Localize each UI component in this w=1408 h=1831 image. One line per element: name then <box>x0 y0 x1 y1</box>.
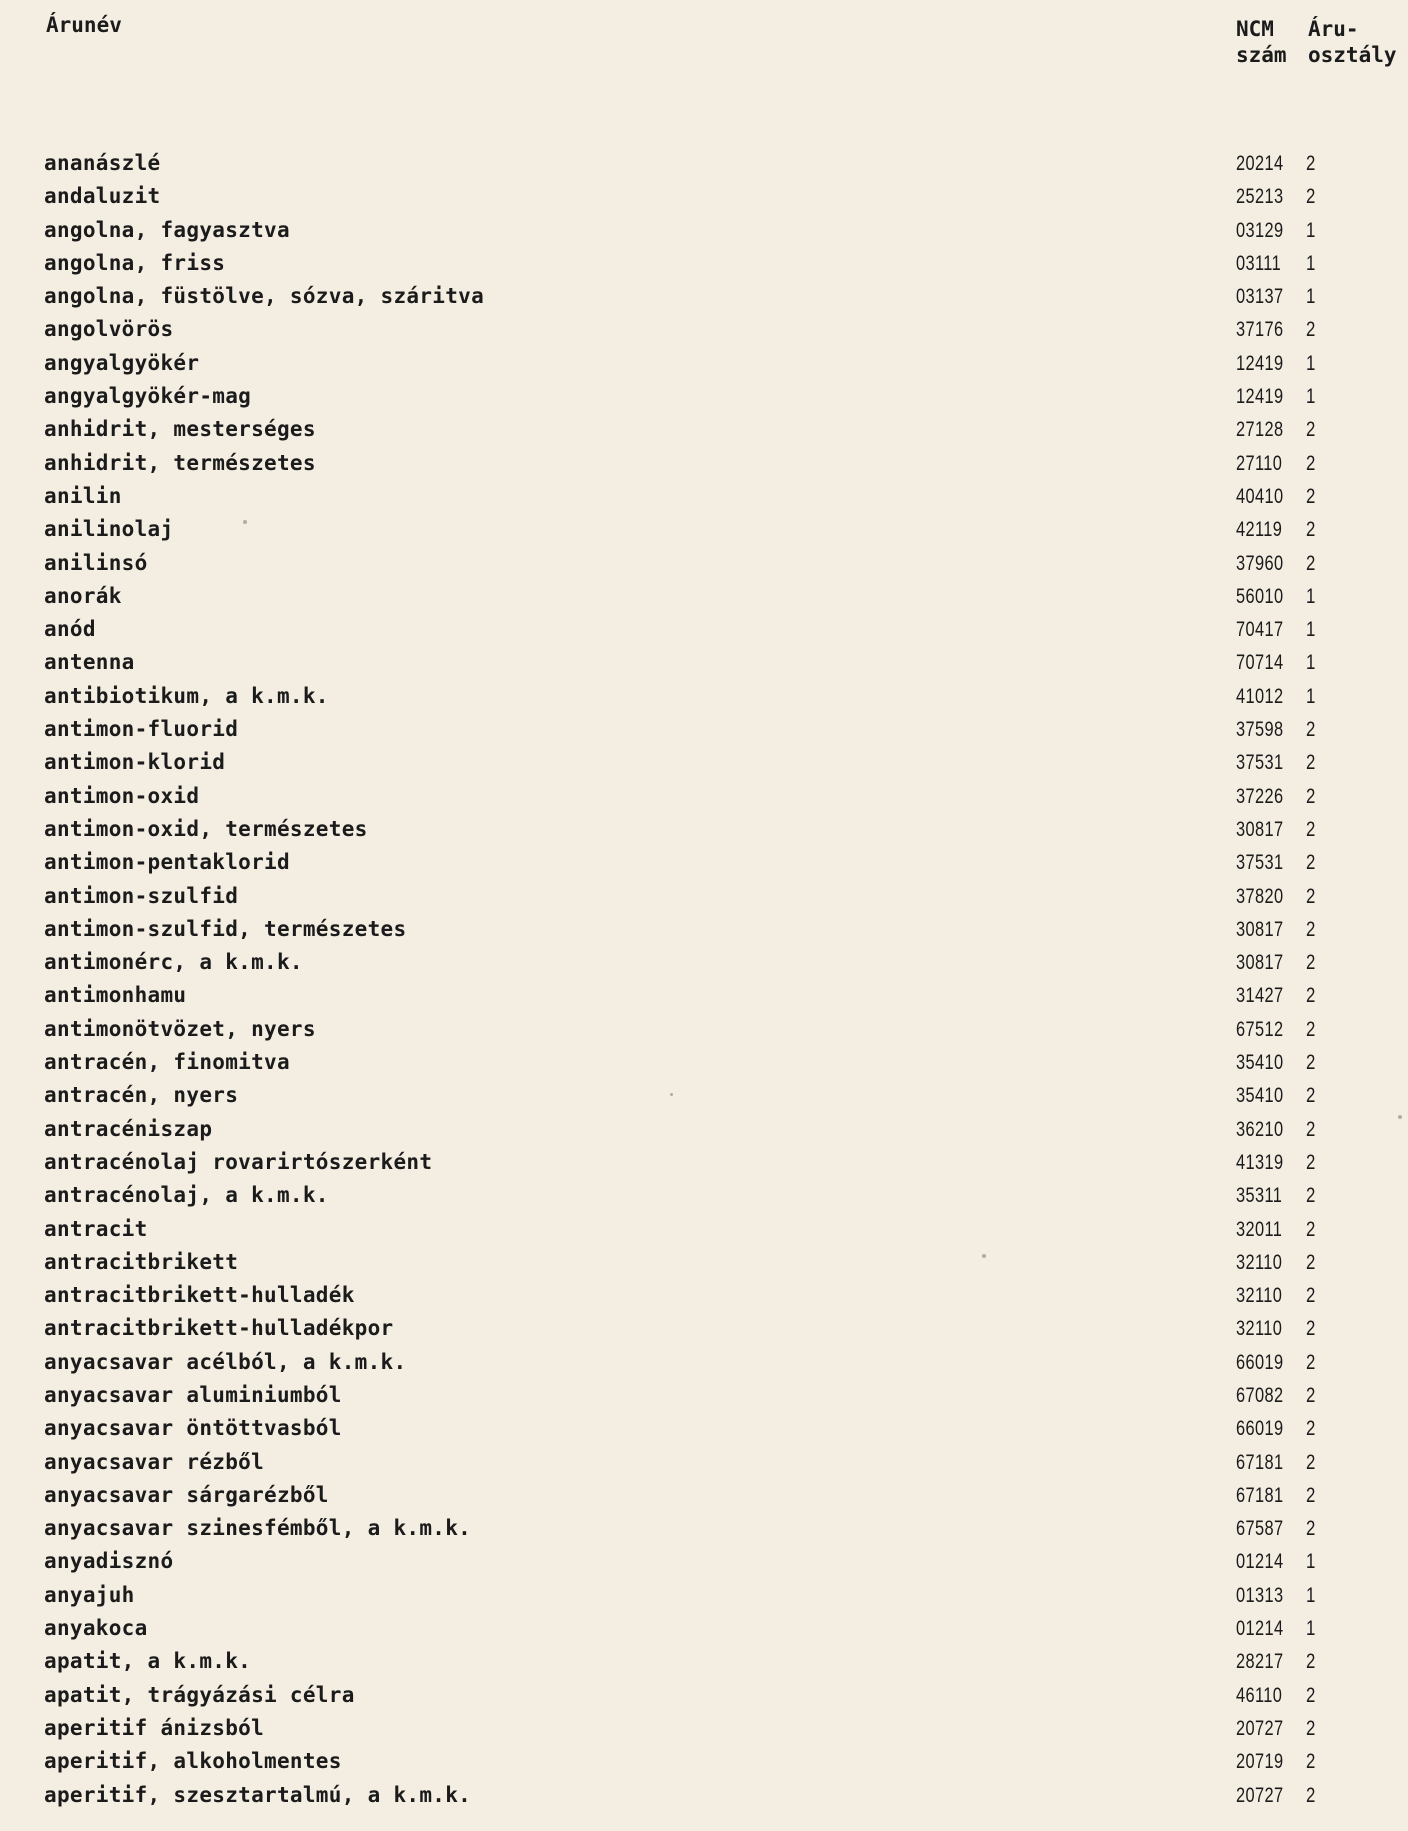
ncm-number: 30817 <box>1236 917 1284 941</box>
goods-class: 2 <box>1306 1117 1316 1141</box>
table-row <box>0 1346 1408 1379</box>
item-name: anorák <box>44 583 122 608</box>
item-name: antimonötvözet, nyers <box>44 1016 316 1041</box>
ncm-number: 37531 <box>1236 751 1284 775</box>
table-row <box>0 1612 1408 1645</box>
item-name: anyacsavar acélból, a k.m.k. <box>44 1349 407 1374</box>
goods-class: 2 <box>1306 917 1316 941</box>
ncm-number: 37226 <box>1236 784 1284 808</box>
goods-class: 2 <box>1306 1517 1316 1541</box>
goods-class: 2 <box>1306 784 1316 808</box>
table-row <box>0 1745 1408 1778</box>
goods-class: 2 <box>1306 152 1316 175</box>
table-row <box>0 1279 1408 1312</box>
ncm-number: 36210 <box>1236 1117 1284 1141</box>
column-header-class-line2: osztály <box>1308 43 1397 67</box>
goods-class: 2 <box>1306 1184 1316 1208</box>
goods-class: 2 <box>1306 1217 1316 1241</box>
item-name: antracitbrikett <box>44 1249 239 1274</box>
ncm-number: 01313 <box>1236 1583 1284 1607</box>
item-name: antimon-szulfid, természetes <box>44 916 407 941</box>
table-row <box>0 447 1408 480</box>
table-row <box>0 1213 1408 1246</box>
table-row <box>0 913 1408 946</box>
table-row <box>0 646 1408 679</box>
goods-class: 1 <box>1306 218 1316 242</box>
ncm-number: 70714 <box>1236 651 1284 675</box>
item-name: aperitif ánizsból <box>44 1715 265 1740</box>
item-name: anyadisznó <box>44 1549 174 1574</box>
ncm-number: 20214 <box>1236 152 1284 175</box>
ncm-number: 03137 <box>1236 285 1284 309</box>
table-row <box>0 1712 1408 1745</box>
goods-class: 1 <box>1306 1583 1316 1607</box>
goods-class: 2 <box>1306 1084 1316 1108</box>
table-row <box>0 1779 1408 1812</box>
table-row <box>0 1545 1408 1578</box>
ncm-number: 25213 <box>1236 185 1284 209</box>
item-name: antimon-fluorid <box>44 717 239 742</box>
ncm-number: 35410 <box>1236 1051 1284 1075</box>
item-name: antimonhamu <box>44 983 187 1008</box>
ncm-number: 67512 <box>1236 1017 1284 1041</box>
item-name: antimon-klorid <box>44 750 226 775</box>
table-row <box>0 1446 1408 1479</box>
goods-class: 1 <box>1306 351 1316 375</box>
ncm-number: 67181 <box>1236 1450 1284 1474</box>
item-name: anyacsavar sárgarézből <box>44 1482 329 1507</box>
table-row <box>0 1079 1408 1112</box>
ncm-number: 46110 <box>1236 1683 1283 1707</box>
ncm-number: 20727 <box>1236 1783 1284 1807</box>
goods-class: 2 <box>1306 1150 1316 1174</box>
ncm-number: 32110 <box>1236 1317 1283 1341</box>
goods-class: 1 <box>1306 684 1316 708</box>
goods-class: 2 <box>1306 1683 1316 1707</box>
table-row <box>0 1412 1408 1445</box>
table-row <box>0 347 1408 380</box>
ncm-number: 32110 <box>1236 1250 1283 1274</box>
item-name: angyalgyökér <box>44 350 200 375</box>
ncm-number: 03129 <box>1236 218 1284 242</box>
table-row <box>0 547 1408 580</box>
item-name: angolna, füstölve, sózva, száritva <box>44 284 485 309</box>
ncm-number: 41012 <box>1236 684 1284 708</box>
goods-class: 2 <box>1306 1750 1316 1774</box>
item-name: antimonérc, a k.m.k. <box>44 950 303 975</box>
goods-class: 1 <box>1306 285 1316 309</box>
paper-speck <box>243 520 247 524</box>
column-header-class <box>1308 16 1397 68</box>
ncm-number: 67587 <box>1236 1517 1284 1541</box>
table-row <box>0 1579 1408 1612</box>
ncm-number: 41319 <box>1236 1150 1284 1174</box>
ncm-number: 70417 <box>1236 618 1284 642</box>
item-name: anyakoca <box>44 1616 148 1641</box>
goods-class: 2 <box>1306 817 1316 841</box>
goods-class: 1 <box>1306 1550 1316 1574</box>
item-name: antracitbrikett-hulladék <box>44 1283 355 1308</box>
item-name: antracitbrikett-hulladékpor <box>44 1316 394 1341</box>
table-row <box>0 746 1408 779</box>
goods-class: 2 <box>1306 1716 1316 1740</box>
item-name: apatit, trágyázási célra <box>44 1682 355 1707</box>
ncm-number: 01214 <box>1236 1550 1284 1574</box>
goods-class: 2 <box>1306 1783 1316 1807</box>
ncm-number: 01214 <box>1236 1617 1284 1641</box>
goods-class: 2 <box>1306 1350 1316 1374</box>
item-name: angyalgyökér-mag <box>44 384 252 409</box>
ncm-number: 20727 <box>1236 1716 1284 1740</box>
goods-class: 2 <box>1306 1051 1316 1075</box>
table-row <box>0 880 1408 913</box>
item-name: anilin <box>44 483 122 508</box>
table-row <box>0 313 1408 346</box>
goods-class: 2 <box>1306 1450 1316 1474</box>
item-name: antracén, finomitva <box>44 1050 290 1075</box>
column-header-ncm-line2: szám <box>1236 43 1287 67</box>
table-row <box>0 214 1408 247</box>
table-row <box>0 247 1408 280</box>
table-row <box>0 513 1408 546</box>
goods-class: 2 <box>1306 1417 1316 1441</box>
table-row <box>0 1046 1408 1079</box>
ncm-number: 35410 <box>1236 1084 1284 1108</box>
table-row <box>0 1246 1408 1279</box>
goods-class: 2 <box>1306 884 1316 908</box>
goods-class: 1 <box>1306 385 1316 409</box>
paper-speck <box>982 1254 986 1258</box>
item-name: angolna, fagyasztva <box>44 217 290 242</box>
ncm-number: 30817 <box>1236 817 1284 841</box>
goods-class: 1 <box>1306 251 1316 275</box>
ncm-number: 30817 <box>1236 951 1284 975</box>
item-name: antimon-oxid <box>44 783 200 808</box>
table-row <box>0 1479 1408 1512</box>
table-row <box>0 713 1408 746</box>
table-row <box>0 979 1408 1012</box>
goods-class: 2 <box>1306 318 1316 342</box>
table-row <box>0 680 1408 713</box>
item-name: anhidrit, mesterséges <box>44 417 316 442</box>
table-row <box>0 813 1408 846</box>
goods-class: 2 <box>1306 951 1316 975</box>
goods-class: 1 <box>1306 618 1316 642</box>
goods-list <box>0 147 1408 1812</box>
ncm-number: 37960 <box>1236 551 1284 575</box>
goods-class: 2 <box>1306 451 1316 475</box>
ncm-number: 32011 <box>1236 1217 1283 1241</box>
table-row <box>0 147 1408 180</box>
table-row <box>0 1013 1408 1046</box>
item-name: anyacsavar rézből <box>44 1449 265 1474</box>
goods-class: 2 <box>1306 484 1316 508</box>
column-header-ncm <box>1236 16 1292 68</box>
ncm-number: 31427 <box>1236 984 1284 1008</box>
paper-speck <box>1398 1115 1402 1119</box>
item-name: antracénolaj rovarirtószerként <box>44 1149 433 1174</box>
goods-class: 2 <box>1306 1650 1316 1674</box>
table-row <box>0 613 1408 646</box>
item-name: antimon-szulfid <box>44 883 239 908</box>
goods-class: 1 <box>1306 1617 1316 1641</box>
item-name: anyacsavar öntöttvasból <box>44 1416 342 1441</box>
table-row <box>0 1679 1408 1712</box>
table-row <box>0 1146 1408 1179</box>
ncm-number: 28217 <box>1236 1650 1284 1674</box>
table-row <box>0 180 1408 213</box>
goods-class: 2 <box>1306 1284 1316 1308</box>
table-row <box>0 580 1408 613</box>
table-row <box>0 1312 1408 1345</box>
column-header-ncm-line1: NCM <box>1236 17 1274 41</box>
table-row <box>0 1379 1408 1412</box>
item-name: antimon-pentaklorid <box>44 850 290 875</box>
ncm-number: 56010 <box>1236 584 1284 608</box>
table-row <box>0 1113 1408 1146</box>
goods-class: 2 <box>1306 418 1316 442</box>
ncm-number: 32110 <box>1236 1284 1283 1308</box>
ncm-number: 03111 <box>1236 251 1282 275</box>
item-name: antracénolaj, a k.m.k. <box>44 1183 329 1208</box>
table-row <box>0 380 1408 413</box>
column-header-class-line1: Áru- <box>1308 17 1359 41</box>
table-row <box>0 1179 1408 1212</box>
table-row <box>0 846 1408 879</box>
ncm-number: 37598 <box>1236 718 1284 742</box>
item-name: anilinsó <box>44 550 148 575</box>
item-name: andaluzit <box>44 184 161 209</box>
item-name: anyacsavar aluminiumból <box>44 1382 342 1407</box>
ncm-number: 12419 <box>1236 385 1284 409</box>
goods-class: 2 <box>1306 1383 1316 1407</box>
item-name: angolna, friss <box>44 250 226 275</box>
goods-class: 2 <box>1306 851 1316 875</box>
paper-speck <box>670 1093 673 1096</box>
goods-class: 2 <box>1306 718 1316 742</box>
item-name: antracéniszap <box>44 1116 213 1141</box>
item-name: anhidrit, természetes <box>44 450 316 475</box>
table-row <box>0 946 1408 979</box>
ncm-number: 37176 <box>1236 318 1284 342</box>
table-row <box>0 413 1408 446</box>
ncm-number: 20719 <box>1236 1750 1284 1774</box>
ncm-number: 27128 <box>1236 418 1284 442</box>
item-name: aperitif, szesztartalmú, a k.m.k. <box>44 1782 472 1807</box>
item-name: anilinolaj <box>44 517 174 542</box>
ncm-number: 37531 <box>1236 851 1284 875</box>
item-name: anyacsavar szinesfémből, a k.m.k. <box>44 1516 472 1541</box>
column-header-name: Árunév <box>46 13 122 37</box>
ncm-number: 67082 <box>1236 1383 1284 1407</box>
table-row <box>0 1512 1408 1545</box>
goods-class: 2 <box>1306 185 1316 209</box>
goods-class: 2 <box>1306 1017 1316 1041</box>
ncm-number: 37820 <box>1236 884 1284 908</box>
item-name: antibiotikum, a k.m.k. <box>44 683 329 708</box>
item-name: aperitif, alkoholmentes <box>44 1749 342 1774</box>
goods-class: 1 <box>1306 584 1316 608</box>
goods-class: 2 <box>1306 518 1316 542</box>
goods-class: 2 <box>1306 1250 1316 1274</box>
goods-class: 2 <box>1306 551 1316 575</box>
item-name: angolvörös <box>44 317 174 342</box>
item-name: anyajuh <box>44 1582 135 1607</box>
goods-class: 1 <box>1306 651 1316 675</box>
item-name: antenna <box>44 650 135 675</box>
item-name: apatit, a k.m.k. <box>44 1649 252 1674</box>
item-name: antracit <box>44 1216 148 1241</box>
ncm-number: 27110 <box>1236 451 1283 475</box>
goods-class: 2 <box>1306 984 1316 1008</box>
ncm-number: 35311 <box>1236 1184 1283 1208</box>
ncm-number: 66019 <box>1236 1350 1284 1374</box>
goods-class: 2 <box>1306 1483 1316 1507</box>
ncm-number: 40410 <box>1236 484 1284 508</box>
item-name: antimon-oxid, természetes <box>44 816 368 841</box>
table-row <box>0 780 1408 813</box>
table-row <box>0 280 1408 313</box>
item-name: antracén, nyers <box>44 1083 239 1108</box>
table-row <box>0 480 1408 513</box>
goods-class: 2 <box>1306 751 1316 775</box>
item-name: anód <box>44 617 96 642</box>
ncm-number: 12419 <box>1236 351 1284 375</box>
table-row <box>0 1645 1408 1678</box>
ncm-number: 67181 <box>1236 1483 1284 1507</box>
goods-class: 2 <box>1306 1317 1316 1341</box>
item-name: ananászlé <box>44 151 161 175</box>
ncm-number: 42119 <box>1236 518 1283 542</box>
ncm-number: 66019 <box>1236 1417 1284 1441</box>
